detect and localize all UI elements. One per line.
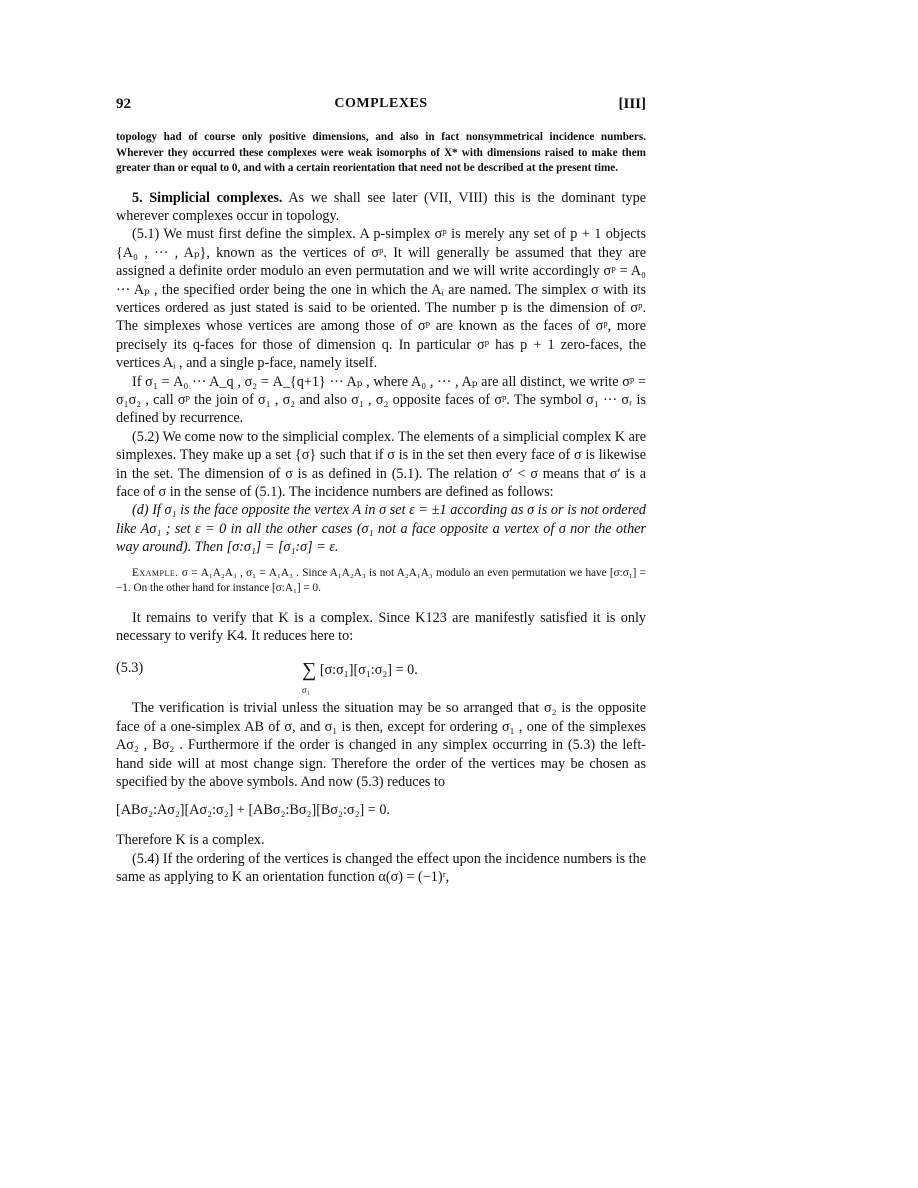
continued-footnote: topology had of course only positive dimensions, and also in fact nonsymmetrical incidence numbers. Wherever they occurred these complexes were weak isomorphs of X* with dimensions raised to make them greater than or equal to 0, and with a certain reorientation that need not be described at the present time. xyxy=(116,131,646,174)
running-title: COMPLEXES xyxy=(334,96,428,111)
equation-body: [σ:σ₁][σ₁:σ₂] = 0. xyxy=(319,662,418,679)
equation-formula xyxy=(302,659,418,682)
paragraph-5-2: (5.2) We come now to the simplicial complex. The elements of a simplicial complex K are simplexes. They make up a set {σ} such that if σ is in the set then every face of σ is likewise in the set. The dimension of σ is as defined in (5.1). The relation σ′ < σ means that σ′ is a face of σ in the sense of (5.1). The incidence numbers are defined as follows: xyxy=(116,428,646,500)
chapter-number: [III] xyxy=(618,96,646,112)
paragraph-5-1: (5.1) We must first define the simplex. A p-simplex σᵖ is merely any set of p + 1 objects {A₀ , ··· , Aₚ}, known as the vertices of σᵖ. It will generally be assumed that they are assigned a definite order modulo an even permutation and we will write accordingly σᵖ = A₀ ··· Aₚ , the specified order being the one in which the Aᵢ are named. The simplex σ with its vertices ordered as just stated is said to be oriented. The number p is the dimension of σᵖ. The simplexes whose vertices are among those of σᵖ are known as the faces of σᵖ, more precisely its q-faces for those of dimension q. In particular σᵖ has p + 1 zero-faces, the vertices Aᵢ , and a single p-face, namely itself. xyxy=(116,226,646,372)
section-heading: 5. Simplicial complexes. xyxy=(132,189,283,206)
page-number: 92 xyxy=(116,96,131,112)
section-intro xyxy=(116,189,646,226)
paragraph-therefore: Therefore K is a complex. xyxy=(116,832,265,849)
summation-symbol: ∑ xyxy=(302,659,317,682)
paragraph-d: (d) If σ₁ is the face opposite the vertex A in σ set ε = ±1 according as σ is or is not ordered like Aσ₁ ; set ε = 0 in all the other cases (σ₁ not a face opposite a vertex of σ nor the other way around). Then [σ:σ₁] = [σ₁:σ] = ε. xyxy=(116,502,646,556)
page-content xyxy=(116,96,646,887)
example-label: Example. xyxy=(132,566,179,579)
equation-5-3 xyxy=(116,651,646,696)
section-5 xyxy=(116,189,646,887)
section-intro-text: As we shall see later (VII, VIII) this is the dominant type wherever complexes occur in topology. xyxy=(116,189,647,224)
summation-index: σ₁ xyxy=(302,685,310,696)
equation-number: (5.3) xyxy=(116,660,144,677)
paragraph-5-4: (5.4) If the ordering of the vertices is changed the effect upon the incidence numbers is the same as applying to K an orientation function α(σ) = (−1)ʳ, xyxy=(116,850,646,886)
paragraph-5-1-join: If σ₁ = A₀ ··· A_q , σ₂ = A_{q+1} ··· Aₚ , where A₀ , ··· , Aₚ are all distinct, we write σᵖ = σ₁σ₂ , call σᵖ the join of σ₁ , σ₂ and also σ₁ , σ₂ opposite faces of σᵖ. The symbol σ₁ ··· σᵣ is defined by recurrence. xyxy=(116,373,646,427)
example-text: σ = A₁A₂A₃ , σ₁ = A₁A₃ . Since A₁A₂A₃ is not A₂A₁A₃ modulo an even permutation we have [σ:σ₁] = −1. On the other hand for instance [σ:A₁] = 0. xyxy=(116,566,646,595)
paragraph-verify: It remains to verify that K is a complex. Since K123 are manifestly satisfied it is only necessary to verify K4. It reduces here to: xyxy=(116,609,646,645)
example xyxy=(116,566,646,597)
running-header xyxy=(116,96,646,118)
paragraph-trivial: The verification is trivial unless the situation may be so arranged that σ₂ is the opposite face of a one-simplex AB of σ, and σ₁ is then, except for ordering σ₁ , one of the simplexes Aσ₂ , Bσ₂ . Furthermore if the order is changed in any simplex occurring in (5.3) the left-hand side will at most change sign. Therefore the order of the vertices may be chosen as specified by the above symbols. And now (5.3) reduces to xyxy=(116,700,646,791)
equation-reduced: [ABσ₂:Aσ₂][Aσ₂:σ₂] + [ABσ₂:Bσ₂][Bσ₂:σ₂] = 0. xyxy=(116,802,390,819)
